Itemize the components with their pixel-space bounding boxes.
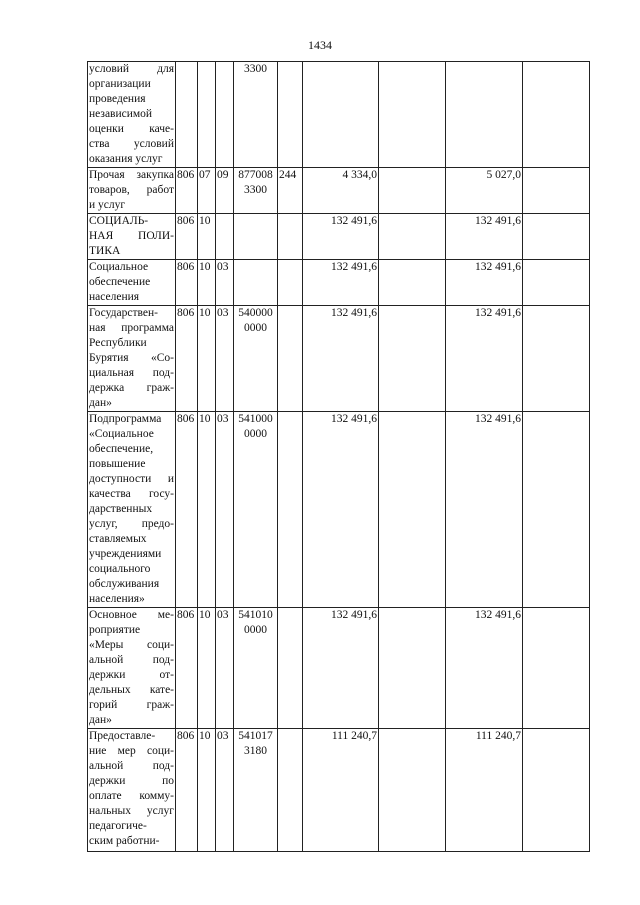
vr-code	[278, 608, 303, 729]
pr-code: 03	[216, 729, 234, 852]
empty-col-1	[379, 608, 446, 729]
cell-line: товаров, работ	[89, 184, 174, 196]
cell-line: Основное ме-	[89, 609, 174, 621]
sum-year-2: 132 491,6	[446, 608, 523, 729]
cell-line: учреждениями	[89, 548, 162, 560]
cell-line: оказания услуг	[89, 153, 163, 165]
sum-year-2: 5 027,0	[446, 168, 523, 214]
sum-year-2: 132 491,6	[446, 306, 523, 412]
csr-line: 541000	[238, 413, 273, 425]
cell-line: педагогиче-	[89, 820, 147, 832]
empty-col-1	[379, 62, 446, 168]
cell-line: циальная под-	[89, 367, 174, 379]
cell-line: горий граж-	[89, 699, 174, 711]
csr-line: 0000	[244, 428, 267, 440]
cell-line: дарственных	[89, 503, 153, 515]
cell-line: держки по	[89, 775, 174, 787]
pr-code: 09	[216, 168, 234, 214]
pr-code	[216, 214, 234, 260]
cell-line: СОЦИАЛЬ-	[89, 215, 149, 227]
ved-code: 806	[176, 412, 198, 608]
vr-code: 244	[278, 168, 303, 214]
row-name	[88, 168, 176, 214]
empty-col-2	[523, 260, 590, 306]
cell-line: держка граж-	[89, 382, 174, 394]
rz-code	[198, 62, 216, 168]
cell-line: альной под-	[89, 654, 174, 666]
csr-line: 3300	[244, 63, 267, 75]
table-row	[88, 168, 590, 214]
csr-line: 540000	[238, 307, 273, 319]
cell-line: независимой	[89, 108, 153, 120]
rz-code: 10	[198, 412, 216, 608]
vr-code	[278, 412, 303, 608]
vr-code	[278, 729, 303, 852]
ved-code: 806	[176, 260, 198, 306]
ved-code: 806	[176, 729, 198, 852]
row-name	[88, 214, 176, 260]
empty-col-1	[379, 306, 446, 412]
vr-code	[278, 214, 303, 260]
cell-line: «Меры соци-	[89, 639, 174, 651]
vr-code	[278, 260, 303, 306]
cell-line: обслуживания	[89, 578, 160, 590]
pr-code: 03	[216, 412, 234, 608]
empty-col-2	[523, 608, 590, 729]
cell-line: Республики	[89, 337, 147, 349]
vr-code	[278, 306, 303, 412]
cell-line: проведения	[89, 93, 146, 105]
csr-code	[234, 260, 278, 306]
cell-line: держки от-	[89, 669, 174, 681]
csr-line: 0000	[244, 322, 267, 334]
cell-line: нальных услуг	[89, 805, 174, 817]
table-row	[88, 306, 590, 412]
sum-year-1: 132 491,6	[303, 608, 379, 729]
csr-code	[234, 306, 278, 412]
csr-line: 3180	[244, 745, 267, 757]
cell-line: дельных кате-	[89, 684, 174, 696]
cell-line: Социальное	[89, 261, 149, 273]
pr-code	[216, 62, 234, 168]
cell-line: ТИКА	[89, 245, 121, 257]
cell-line: обеспечение	[89, 276, 151, 288]
empty-col-1	[379, 214, 446, 260]
ved-code: 806	[176, 306, 198, 412]
table-row	[88, 214, 590, 260]
row-name	[88, 729, 176, 852]
cell-line: ставляемых	[89, 533, 147, 545]
cell-line: населения	[89, 291, 140, 303]
sum-year-1: 4 334,0	[303, 168, 379, 214]
row-name	[88, 412, 176, 608]
row-name	[88, 608, 176, 729]
empty-col-2	[523, 214, 590, 260]
empty-col-1	[379, 260, 446, 306]
empty-col-1	[379, 412, 446, 608]
ved-code: 806	[176, 168, 198, 214]
cell-line: ским работни-	[89, 835, 160, 847]
cell-line: Государствен-	[89, 307, 158, 319]
cell-line: Прочая закупка	[89, 169, 174, 181]
cell-line: ная программа	[89, 322, 174, 334]
cell-line: ние мер соци-	[89, 745, 174, 757]
sum-year-1: 132 491,6	[303, 260, 379, 306]
empty-col-1	[379, 729, 446, 852]
cell-line: Предоставле-	[89, 730, 156, 742]
sum-year-1: 132 491,6	[303, 306, 379, 412]
cell-line: дан»	[89, 397, 112, 409]
sum-year-2	[446, 62, 523, 168]
rz-code: 10	[198, 306, 216, 412]
cell-line: населения»	[89, 593, 145, 605]
empty-col-2	[523, 306, 590, 412]
budget-table	[87, 61, 590, 852]
cell-line: услуг, предо-	[89, 518, 174, 530]
sum-year-1: 132 491,6	[303, 214, 379, 260]
rz-code: 10	[198, 729, 216, 852]
cell-line: Бурятия «Со-	[89, 352, 174, 364]
sum-year-2: 111 240,7	[446, 729, 523, 852]
table-row	[88, 412, 590, 608]
cell-line: социального	[89, 563, 151, 575]
row-name	[88, 62, 176, 168]
csr-code	[234, 729, 278, 852]
vr-code	[278, 62, 303, 168]
ved-code: 806	[176, 608, 198, 729]
cell-line: роприятие	[89, 624, 141, 636]
row-name	[88, 306, 176, 412]
cell-line: качества госу-	[89, 488, 174, 500]
csr-line: 877008	[238, 169, 273, 181]
csr-line: 3300	[244, 184, 267, 196]
csr-code	[234, 62, 278, 168]
csr-code	[234, 412, 278, 608]
cell-line: дан»	[89, 714, 112, 726]
row-name	[88, 260, 176, 306]
pr-code: 03	[216, 260, 234, 306]
sum-year-2: 132 491,6	[446, 214, 523, 260]
cell-line: оплате комму-	[89, 790, 174, 802]
empty-col-2	[523, 412, 590, 608]
cell-line: оценки каче-	[89, 123, 174, 135]
ved-code: 806	[176, 214, 198, 260]
page-number: 1434	[308, 38, 332, 52]
table-row	[88, 729, 590, 852]
table-row	[88, 608, 590, 729]
rz-code: 10	[198, 260, 216, 306]
table-body	[88, 62, 590, 852]
cell-line: и услуг	[89, 199, 126, 211]
empty-col-1	[379, 168, 446, 214]
sum-year-2: 132 491,6	[446, 412, 523, 608]
rz-code: 10	[198, 608, 216, 729]
cell-line: НАЯ ПОЛИ-	[89, 230, 174, 242]
rz-code: 07	[198, 168, 216, 214]
csr-code	[234, 168, 278, 214]
empty-col-2	[523, 729, 590, 852]
cell-line: Подпрограмма	[89, 413, 162, 425]
rz-code: 10	[198, 214, 216, 260]
table-row	[88, 62, 590, 168]
csr-code	[234, 608, 278, 729]
empty-col-2	[523, 62, 590, 168]
csr-code	[234, 214, 278, 260]
pr-code: 03	[216, 306, 234, 412]
cell-line: альной под-	[89, 760, 174, 772]
csr-line: 0000	[244, 624, 267, 636]
cell-line: доступности и	[89, 473, 174, 485]
csr-line: 541017	[238, 730, 273, 742]
cell-line: повышение	[89, 458, 146, 470]
csr-line: 541010	[238, 609, 273, 621]
cell-line: условий для	[89, 63, 174, 75]
cell-line: обеспечение,	[89, 443, 154, 455]
empty-col-2	[523, 168, 590, 214]
sum-year-2: 132 491,6	[446, 260, 523, 306]
cell-line: ства условий	[89, 138, 174, 150]
table-row	[88, 260, 590, 306]
cell-line: организации	[89, 78, 151, 90]
sum-year-1	[303, 62, 379, 168]
sum-year-1: 132 491,6	[303, 412, 379, 608]
sum-year-1: 111 240,7	[303, 729, 379, 852]
cell-line: «Социальное	[89, 428, 154, 440]
pr-code: 03	[216, 608, 234, 729]
ved-code	[176, 62, 198, 168]
